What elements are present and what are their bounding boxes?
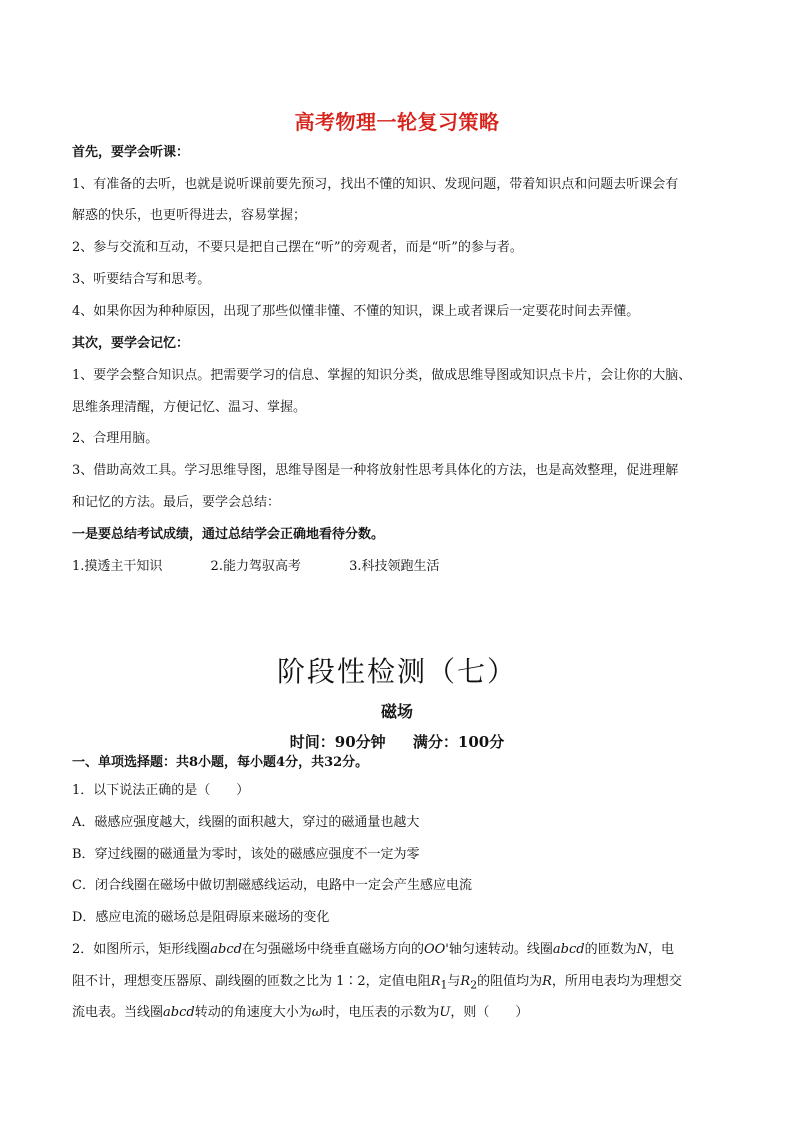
s1-item4: 4、如果你因为种种原因，出现了那些似懂非懂、不懂的知识，课上或者课后一定要花时间去弄懂。: [72, 304, 640, 319]
q2-var-abcd: abcd: [163, 1005, 195, 1020]
s2-item1-line2: 思维条理清醒，方便记忆、温习、掌握。: [72, 400, 307, 415]
summary-list: [72, 559, 732, 575]
s1-item1-line1: 1、有准备的去听，也就是说听课前要先预习，找出不懂的知识、发现问题，带着知识点和问题去听课会有: [72, 177, 679, 192]
q2-var-omega: ω: [311, 1005, 323, 1020]
q2-text: 2．如图所示，矩形线圈: [72, 942, 211, 957]
s2-item3-line2: 和记忆的方法。最后，要学会总结：: [72, 495, 281, 510]
section3-heading: 一是要总结考试成绩，通过总结学会正确地看待分数。: [72, 527, 385, 542]
q2-line2: [72, 974, 732, 994]
q2-line3: [72, 1005, 732, 1021]
q2-text: ，所用电表均为理想交: [551, 974, 682, 989]
q2-var-u: U: [439, 1005, 451, 1020]
q2-sub: 1: [440, 978, 448, 992]
q2-text: ，则（ ）: [450, 1005, 529, 1020]
exam-title: 阶段性检测（七）: [276, 655, 517, 688]
q2-text: 阻不计，理想变压器原、副线圈的匝数之比为 1∶2，定值电阻: [72, 974, 431, 989]
summary-list-item: 2.能力驾驭高考: [210, 559, 301, 574]
q2-text: 流电表。当线圈: [72, 1005, 164, 1020]
q2-var-r2: R: [460, 974, 471, 989]
q2-text: 时，电压表的示数为: [322, 1005, 440, 1020]
s1-item2: 2、参与交流和互动，不要只是把自己摆在“听”的旁观者，而是“听”的参与者。: [72, 240, 523, 255]
q1-option-a: A．磁感应强度越大，线圈的面积越大，穿过的磁通量也越大: [72, 815, 420, 830]
s1-item1-line2: 解惑的快乐，也更听得进去，容易掌握；: [72, 208, 307, 223]
s2-item3-line1: 3、借助高效工具。学习思维导图，思维导图是一种将放射性思考具体化的方法，也是高效整理，促进理解: [72, 463, 679, 478]
s2-item1-line1: 1、要学会整合知识点。把需要学习的信息、掌握的知识分类，做成思维导图或知识点卡片，会让你的大脑、: [72, 368, 692, 383]
summary-list-item: 3.科技领跑生活: [349, 559, 440, 574]
q2-var-abcd: abcd: [552, 942, 585, 957]
exam-time-score: [0, 731, 794, 752]
s1-item3: 3、听要结合写和思考。: [72, 272, 211, 287]
exam-subtitle: 磁场: [380, 702, 413, 721]
q2-text: 轴匀速转动。线圈: [448, 942, 553, 957]
q2-line1: [72, 942, 732, 958]
q2-text: 的匝数为: [584, 942, 637, 957]
exam-score: 满分：100分: [412, 733, 505, 751]
q2-text: ，电: [647, 942, 674, 957]
s2-item2: 2、合理用脑。: [72, 431, 159, 446]
summary-list-item: 1.摸透主干知识: [72, 559, 163, 574]
q2-var-r1: R: [430, 974, 441, 989]
q2-var-oo: OO': [423, 942, 449, 957]
q2-text: 转动的角速度大小为: [194, 1005, 312, 1020]
part1-heading: 一、单项选择题：共8小题，每小题4分，共32分。: [72, 755, 369, 770]
exam-time: 时间：90分钟: [289, 733, 386, 751]
q1-option-c: C．闭合线圈在磁场中做切割磁感线运动，电路中一定会产生感应电流: [72, 878, 472, 893]
q1-option-b: B．穿过线圈的磁通量为零时，该处的磁感应强度不一定为零: [72, 847, 420, 862]
q1-option-d: D．感应电流的磁场总是阻碍原来磁场的变化: [72, 910, 330, 925]
q1-stem: 1．以下说法正确的是（ ）: [72, 783, 250, 798]
section2-heading: 其次，要学会记忆：: [72, 336, 190, 351]
q2-text: 的阻值均为: [477, 974, 543, 989]
q2-sub: 2: [470, 978, 478, 992]
section1-heading: 首先，要学会听课：: [72, 145, 190, 160]
q2-text: 与: [447, 974, 461, 989]
q2-var-n: N: [636, 942, 648, 957]
q2-var-abcd: abcd: [210, 942, 242, 957]
q2-text: 在匀强磁场中绕垂直磁场方向的: [241, 942, 424, 957]
q2-var-r: R: [542, 974, 552, 989]
strategy-title: 高考物理一轮复习策略: [294, 110, 500, 134]
